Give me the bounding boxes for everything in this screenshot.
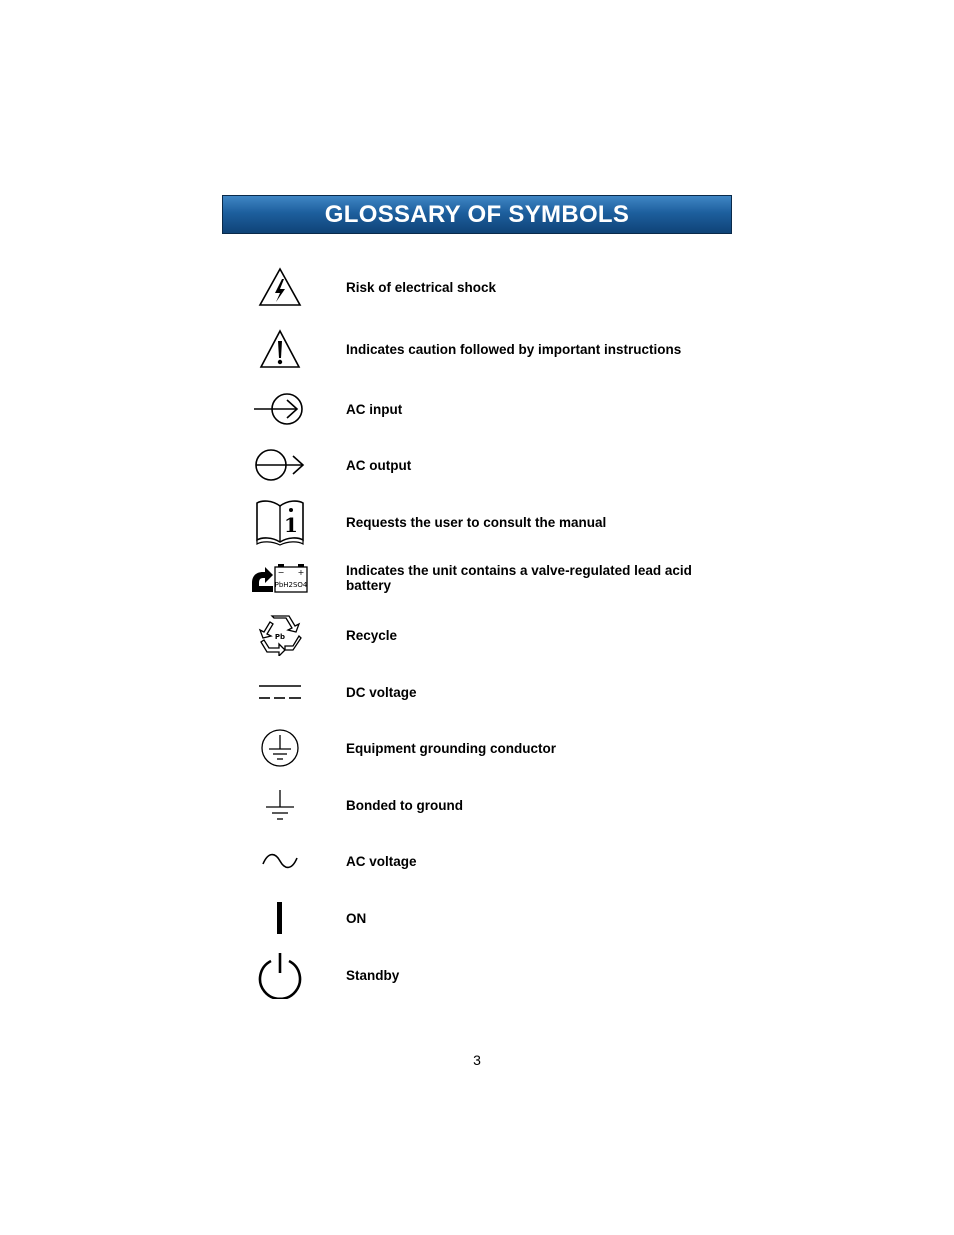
consult-manual-icon xyxy=(240,497,320,547)
symbol-label: Indicates the unit contains a valve-regulated lead acid battery xyxy=(346,563,692,593)
symbol-row-ac-input xyxy=(240,384,740,434)
symbol-label: AC output xyxy=(346,457,412,473)
svg-text:1: 1 xyxy=(284,513,298,537)
battery-chemistry-label: PbH2SO4 xyxy=(274,581,308,589)
symbol-row-dc-voltage xyxy=(240,667,740,717)
symbol-label: ON xyxy=(346,910,367,926)
symbol-label: Requests the user to consult the manual xyxy=(346,514,607,530)
ac-voltage-icon xyxy=(240,836,320,886)
glossary-banner xyxy=(222,195,732,234)
equipment-grounding-icon xyxy=(240,723,320,773)
lead-acid-battery-icon xyxy=(240,553,320,603)
symbol-label: Standby xyxy=(346,967,400,983)
page-title: GLOSSARY OF SYMBOLS xyxy=(324,200,630,228)
symbol-row-standby xyxy=(240,950,740,1000)
symbol-row-bonded-ground xyxy=(240,780,740,830)
ac-input-icon xyxy=(240,384,320,434)
symbol-label: Bonded to ground xyxy=(346,797,463,813)
recycle-icon xyxy=(240,610,320,660)
recycle-material-label: Pb xyxy=(274,633,286,641)
symbol-label: Risk of electrical shock xyxy=(346,279,497,295)
svg-text:−: − xyxy=(277,568,285,577)
page-number: 3 xyxy=(473,1052,481,1068)
caution-icon xyxy=(240,324,320,374)
symbol-row-caution xyxy=(240,324,740,374)
symbol-row-on xyxy=(240,893,740,943)
symbol-row-consult-manual xyxy=(240,497,740,547)
electrical-shock-icon xyxy=(240,262,320,312)
dc-voltage-icon xyxy=(240,667,320,717)
symbol-row-lead-acid-battery xyxy=(240,553,740,603)
symbol-label: DC voltage xyxy=(346,684,417,700)
symbol-row-ac-voltage xyxy=(240,836,740,886)
symbol-label: Recycle xyxy=(346,627,398,643)
symbol-label: Equipment grounding conductor xyxy=(346,740,556,756)
symbol-row-electrical-shock xyxy=(240,262,740,312)
bonded-ground-icon xyxy=(240,780,320,830)
symbol-label: AC voltage xyxy=(346,853,417,869)
standby-icon xyxy=(240,950,320,1000)
symbol-label: AC input xyxy=(346,401,403,417)
symbol-row-recycle xyxy=(240,610,740,660)
ac-output-icon xyxy=(240,440,320,490)
svg-text:+: + xyxy=(297,568,305,577)
symbol-label: Indicates caution followed by important instructions xyxy=(346,341,682,357)
symbol-row-equipment-grounding xyxy=(240,723,740,773)
symbol-row-ac-output xyxy=(240,440,740,490)
on-icon xyxy=(240,893,320,943)
